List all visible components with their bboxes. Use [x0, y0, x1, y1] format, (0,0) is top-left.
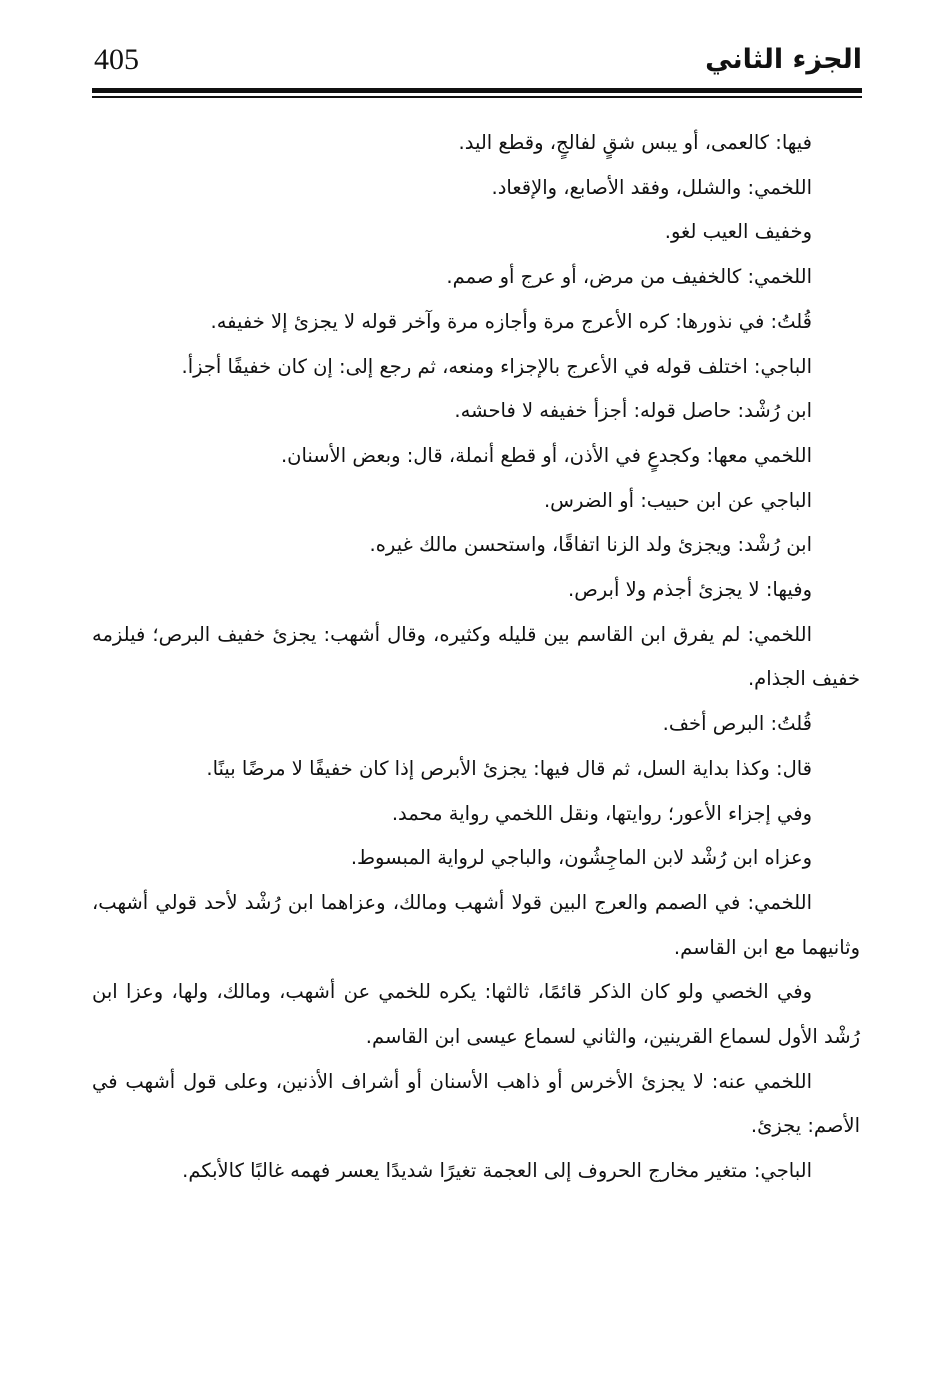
paragraph: قال: وكذا بداية السل، ثم قال فيها: يجزئ الأبرص إذا كان خفيفًا لا مرضًا بينًا.	[206, 756, 812, 780]
paragraph: قُلتُ: في نذورها: كره الأعرج مرة وأجازه مرة وآخر قوله لا يجزئ إلا خفيفه.	[210, 309, 812, 333]
paragraph: اللخمي: لم يفرق ابن القاسم بين قليله وكثيره، وقال أشهب: يجزئ خفيف البرص؛ فيلزمه خفيف الجذام.	[92, 622, 860, 691]
paragraph: اللخمي: والشلل، وفقد الأصابع، والإقعاد.	[491, 175, 812, 199]
paragraph: الباجي عن ابن حبيب: أو الضرس.	[543, 488, 812, 512]
paragraph: الباجي: اختلف قوله في الأعرج بالإجزاء ومنعه، ثم رجع إلى: إن كان خفيفًا أجزأ.	[181, 354, 812, 378]
paragraph: ابن رُشْد: حاصل قوله: أجزأ خفيفه لا فاحشه.	[454, 399, 812, 423]
paragraph: قُلتُ: البرص أخف.	[662, 712, 812, 736]
paragraph: اللخمي معها: وكجدعٍ في الأذن، أو قطع أنملة، قال: وبعض الأسنان.	[280, 443, 812, 467]
page-number: 405	[94, 43, 139, 76]
paragraph: وخفيف العيب لغو.	[664, 220, 812, 244]
paragraph: اللخمي: كالخفيف من مرض، أو عرج أو صمم.	[446, 265, 812, 289]
paragraph: اللخمي عنه: لا يجزئ الأخرس أو ذاهب الأسنان أو أشراف الأذنين، وعلى قول أشهب في الأصم: يجزئ.	[92, 1069, 860, 1138]
paragraph: وفي الخصي ولو كان الذكر قائمًا، ثالثها: يكره للخمي عن أشهب، ومالك، ولها، وعزا ابن رُشْد الأول لسماع القرينين، والثاني لسماع عيسى ابن القاسم.	[92, 980, 860, 1049]
paragraph: وعزاه ابن رُشْد لابن الماجِشُون، والباجي لرواية المبسوط.	[350, 846, 812, 870]
paragraph: وفي إجزاء الأعور؛ روايتها، ونقل اللخمي رواية محمد.	[391, 801, 812, 825]
paragraph: اللخمي: في الصمم والعرج البين قولا أشهب ومالك، وعزاهما ابن رُشْد لأحد قولي أشهب، وثانيهما مع ابن القاسم.	[92, 890, 860, 959]
running-title: الجزء الثاني	[705, 44, 862, 75]
header-rule-thin	[92, 96, 862, 98]
header-rule-thick	[92, 88, 862, 93]
paragraph: فيها: كالعمى، أو يبس شقٍ لفالجٍ، وقطع اليد.	[458, 131, 812, 154]
paragraph: الباجي: متغير مخارج الحروف إلى العجمة تغيرًا شديدًا يعسر فهمه غالبًا كالأبكم.	[182, 1159, 812, 1183]
page-header	[92, 38, 862, 90]
paragraph: ابن رُشْد: ويجزئ ولد الزنا اتفاقًا، واستحسن مالك غيره.	[369, 533, 812, 557]
paragraph: وفيها: لا يجزئ أجذم ولا أبرص.	[568, 578, 812, 602]
text-body	[92, 121, 860, 1194]
